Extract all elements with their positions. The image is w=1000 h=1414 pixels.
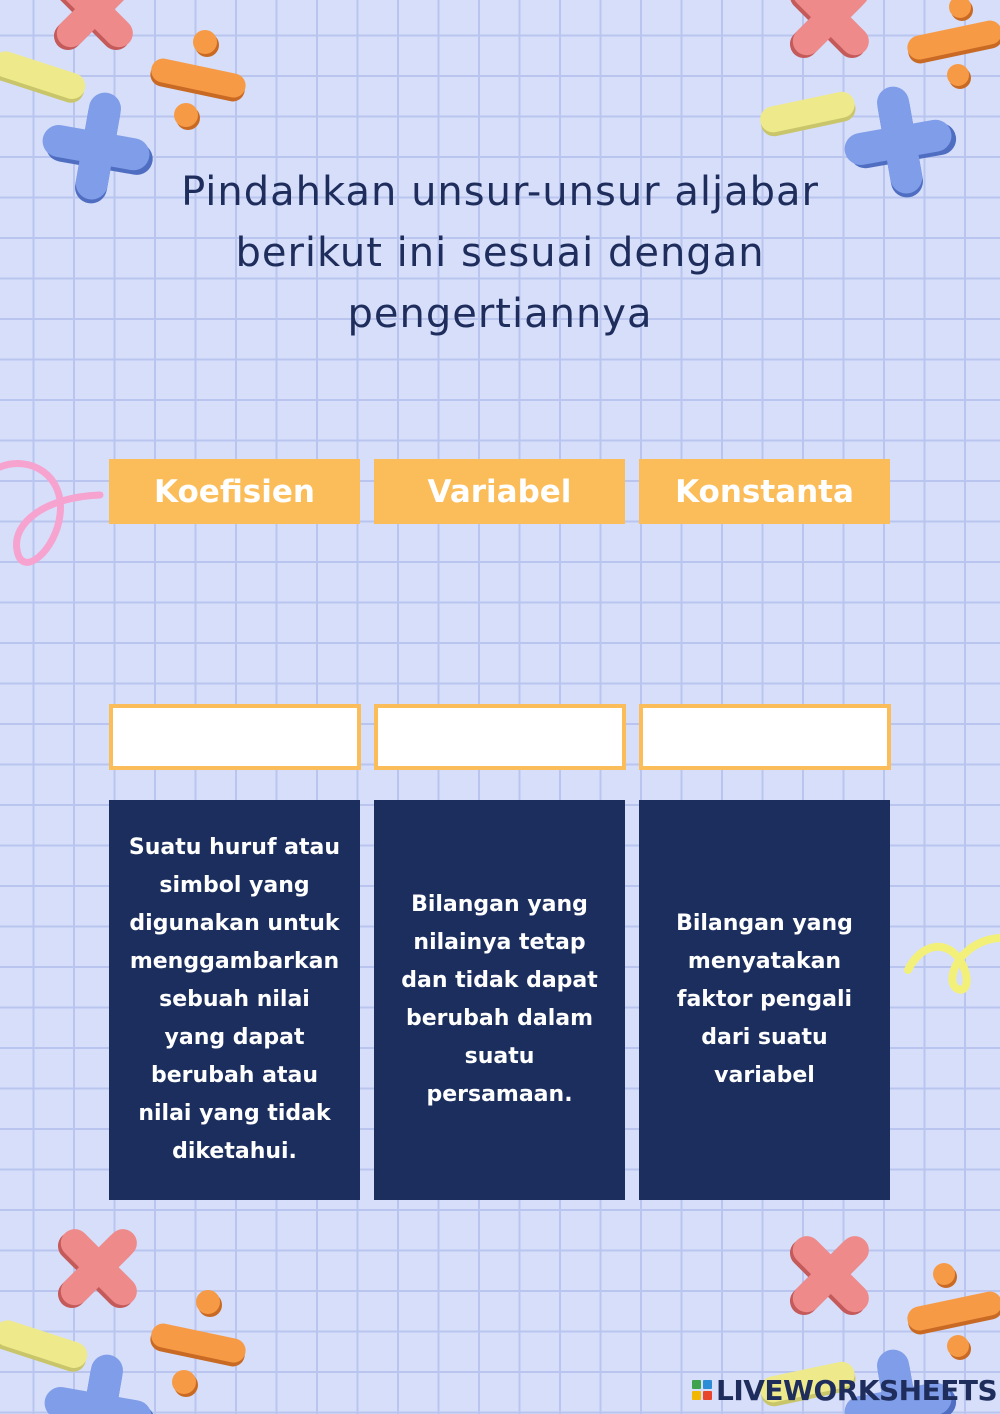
definition-card-text: Bilangan yang nilainya tetap dan tidak dapat berubah dalam suatu persamaan. <box>401 892 598 1107</box>
squiggle-right-decoration <box>900 920 1000 1000</box>
category-header-koefisien: Koefisien <box>109 459 360 524</box>
math-decoration-bottom-left <box>0 1205 260 1414</box>
plus-icon <box>835 77 965 207</box>
instruction-line-2: berikut ini sesuai dengan <box>235 230 765 276</box>
category-header-variabel: Variabel <box>374 459 625 524</box>
multiply-icon <box>28 1205 167 1338</box>
drop-target-konstanta[interactable] <box>639 704 891 770</box>
drop-target-variabel[interactable] <box>374 704 626 770</box>
divide-icon <box>905 1263 1000 1360</box>
multiply-icon <box>760 0 899 88</box>
minus-icon <box>0 48 89 106</box>
squiggle-left-decoration <box>0 455 110 580</box>
drop-target-koefisien[interactable] <box>109 704 361 770</box>
category-header-konstanta: Konstanta <box>639 459 890 524</box>
instruction-line-1: Pindahkan unsur-unsur aljabar <box>181 169 819 215</box>
minus-icon <box>758 89 858 138</box>
definition-card-3[interactable] <box>639 800 890 1200</box>
definition-card-text: Bilangan yang menyatakan faktor pengali dari suatu variabel <box>676 911 853 1088</box>
logo-text: LIVEWORKSHEETS <box>716 1373 998 1407</box>
instruction-title <box>150 162 850 345</box>
instruction-line-3: pengertiannya <box>347 291 653 337</box>
divide-icon <box>905 0 1000 89</box>
plus-icon <box>33 83 163 213</box>
definition-card-1[interactable] <box>109 800 360 1200</box>
divide-icon <box>148 1290 248 1397</box>
definition-card-text: Suatu huruf atau simbol yang digunakan untuk menggambarkan sebuah nilai yang dapat berubah atau nilai yang tidak diketahui. <box>128 835 341 1164</box>
multiply-icon <box>760 1215 899 1345</box>
liveworksheets-logo <box>692 1373 997 1407</box>
liveworksheets-logo-icon <box>692 1380 712 1400</box>
divide-icon <box>148 30 248 130</box>
minus-icon <box>0 1317 91 1375</box>
definition-card-2[interactable] <box>374 800 625 1200</box>
